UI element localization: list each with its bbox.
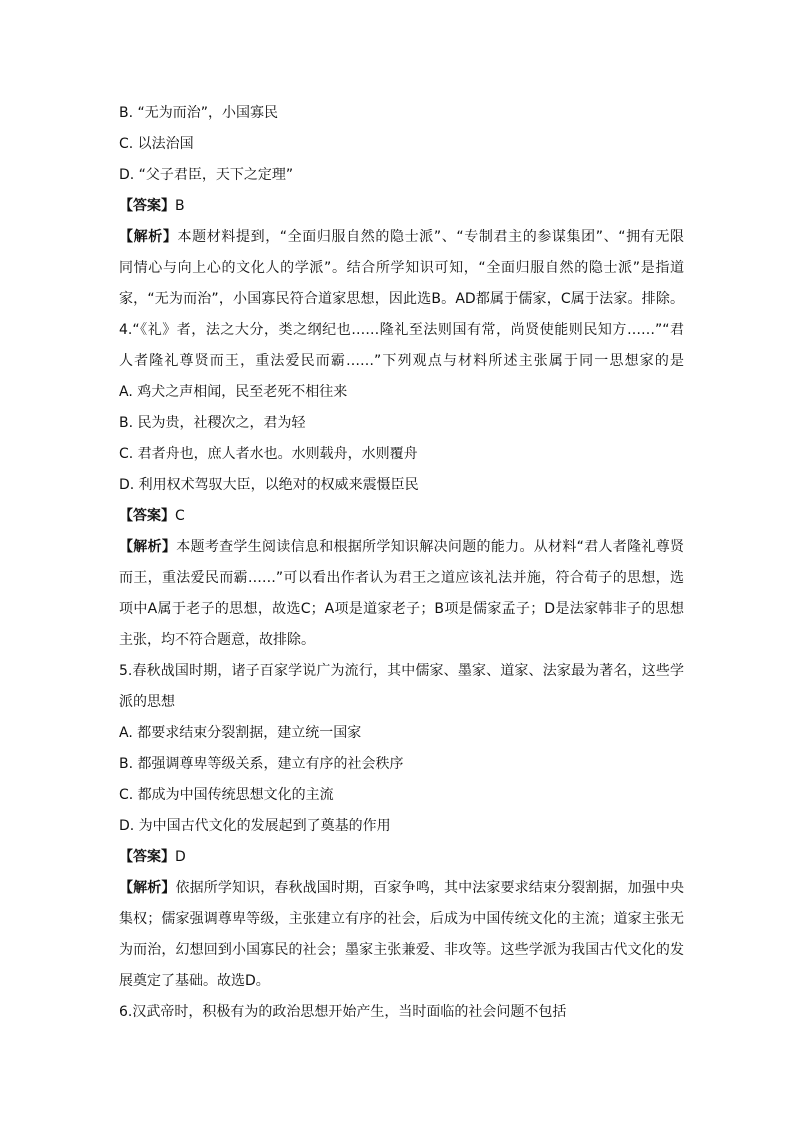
q4-stem-line-2: 人者隆礼尊贤而王，重法爱民而霸……”下列观点与材料所述主张属于同一思想家的是 [119,353,684,369]
q4-analysis-line-2: 而王，重法爱民而霸……”可以看出作者认为君王之道应该礼法并施，符合荀子的思想，选 [119,570,684,586]
q3-analysis-line-3: 家，“无为而治”，小国寡民符合道家思想，因此选B。AD都属于儒家，C属于法家。排除。 [119,291,684,307]
q4-option-d: D. 利用权术驾驭大臣，以绝对的权威来震慑臣民 [119,477,419,493]
q4-analysis-line-3: 项中A属于老子的思想，故选C；A项是道家老子；B项是儒家孟子；D是法家韩非子的思想 [119,601,684,617]
q4-analysis-line-4: 主张，均不符合题意，故排除。 [119,632,315,648]
q5-option-a: A. 都要求结束分裂割据，建立统一国家 [119,725,362,741]
q4-answer [119,506,684,526]
answer-value: C [175,508,185,524]
q4-analysis-line-1 [119,537,684,557]
q4-option-a: A. 鸡犬之声相闻，民至老死不相往来 [119,384,348,400]
q3-answer [119,196,684,216]
analysis-text: 本题考查学生阅读信息和根据所学知识解决问题的能力。从材料“君人者隆礼尊贤 [176,539,685,555]
q5-stem-line-2: 派的思想 [119,694,175,710]
q5-stem-line-1: 5.春秋战国时期，诸子百家学说广为流行，其中儒家、墨家、道家、法家最为著名，这些学 [119,663,684,679]
q5-answer [119,847,684,867]
answer-value: D [175,849,186,865]
answer-value: B [175,198,185,214]
q3-option-d: D. “父子君臣，天下之定理” [119,167,294,183]
analysis-label: 【解析】 [119,539,177,555]
answer-label: 【答案】 [119,508,175,524]
q3-analysis-line-2: 同情心与向上心的文化人的学派”。结合所学知识可知，“全面归服自然的隐士派”是指道 [119,260,684,276]
q3-option-c: C. 以法治国 [119,136,194,152]
q5-option-d: D. 为中国古代文化的发展起到了奠基的作用 [119,818,391,834]
q3-analysis-line-1 [119,227,684,247]
q4-stem-line-1: 4.“《礼》者，法之大分，类之纲纪也……隆礼至法则国有常，尚贤使能则民知方……”“君 [119,322,684,338]
analysis-text: 本题材料提到，“全面归服自然的隐士派”、“专制君主的参谋集团”、“拥有无限 [177,229,685,245]
q5-analysis-line-4: 展奠定了基础。故选D。 [119,973,270,989]
q3-option-b: B. “无为而治”，小国寡民 [119,105,279,121]
q4-option-c: C. 君者舟也，庶人者水也。水则载舟，水则覆舟 [119,446,418,462]
analysis-label: 【解析】 [119,880,176,896]
q5-option-c: C. 都成为中国传统思想文化的主流 [119,787,334,803]
analysis-text: 依据所学知识，春秋战国时期，百家争鸣，其中法家要求结束分裂割据，加强中央 [175,880,685,896]
q5-analysis-line-1 [119,878,684,898]
answer-label: 【答案】 [119,849,175,865]
analysis-label: 【解析】 [119,229,178,245]
q5-option-b: B. 都强调尊卑等级关系，建立有序的社会秩序 [119,756,404,772]
q4-option-b: B. 民为贵，社稷次之，君为轻 [119,415,306,431]
q6-stem-line-1: 6.汉武帝时，积极有为的政治思想开始产生，当时面临的社会问题不包括 [119,1004,567,1020]
q5-analysis-line-2: 集权；儒家强调尊卑等级，主张建立有序的社会，后成为中国传统文化的主流；道家主张无 [119,911,684,927]
answer-label: 【答案】 [119,198,175,214]
q5-analysis-line-3: 为而治，幻想回到小国寡民的社会；墨家主张兼爱、非攻等。这些学派为我国古代文化的发 [119,942,684,958]
